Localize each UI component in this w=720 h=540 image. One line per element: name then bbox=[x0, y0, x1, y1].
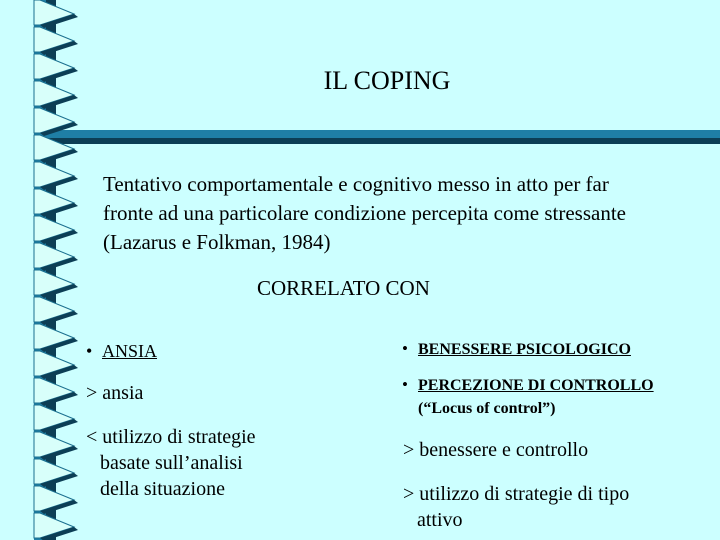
benessere-line: > benessere e controllo bbox=[403, 439, 589, 461]
right-bullet-controllo bbox=[402, 375, 654, 395]
bullet-icon: • bbox=[402, 375, 408, 394]
benessere-label: BENESSERE PSICOLOGICO bbox=[418, 341, 631, 358]
strategie-line-2: basate sull’analisi bbox=[100, 452, 243, 474]
bullet-icon: • bbox=[402, 339, 408, 358]
ansia-label: ANSIA bbox=[102, 341, 158, 361]
right-bullet-benessere bbox=[402, 339, 631, 359]
definition-line-1: Tentativo comportamentale e cognitivo messo in atto per far bbox=[103, 172, 609, 196]
controllo-label: PERCEZIONE DI CONTROLLO bbox=[418, 377, 654, 394]
left-bullet-ansia bbox=[86, 341, 157, 362]
attivo-block bbox=[403, 481, 629, 533]
strategie-block bbox=[86, 424, 256, 502]
ansia-line: > ansia bbox=[86, 382, 144, 404]
definition-line-3: (Lazarus e Folkman, 1984) bbox=[103, 230, 331, 254]
strategie-line-3: della situazione bbox=[100, 478, 225, 500]
strategie-line-1: < utilizzo di strategie bbox=[86, 426, 256, 448]
locus-label: (“Locus of control”) bbox=[418, 400, 556, 417]
bullet-icon: • bbox=[86, 341, 93, 361]
horizontal-bar bbox=[34, 130, 720, 138]
correlato-heading: CORRELATO CON bbox=[257, 276, 430, 300]
attivo-line-1: > utilizzo di strategie di tipo bbox=[403, 483, 630, 505]
definition-line-2: fronte ad una particolare condizione percepita come stressante bbox=[103, 201, 627, 225]
attivo-line-2: attivo bbox=[417, 509, 463, 531]
slide-title: IL COPING bbox=[323, 66, 451, 95]
definition-text bbox=[103, 170, 713, 257]
